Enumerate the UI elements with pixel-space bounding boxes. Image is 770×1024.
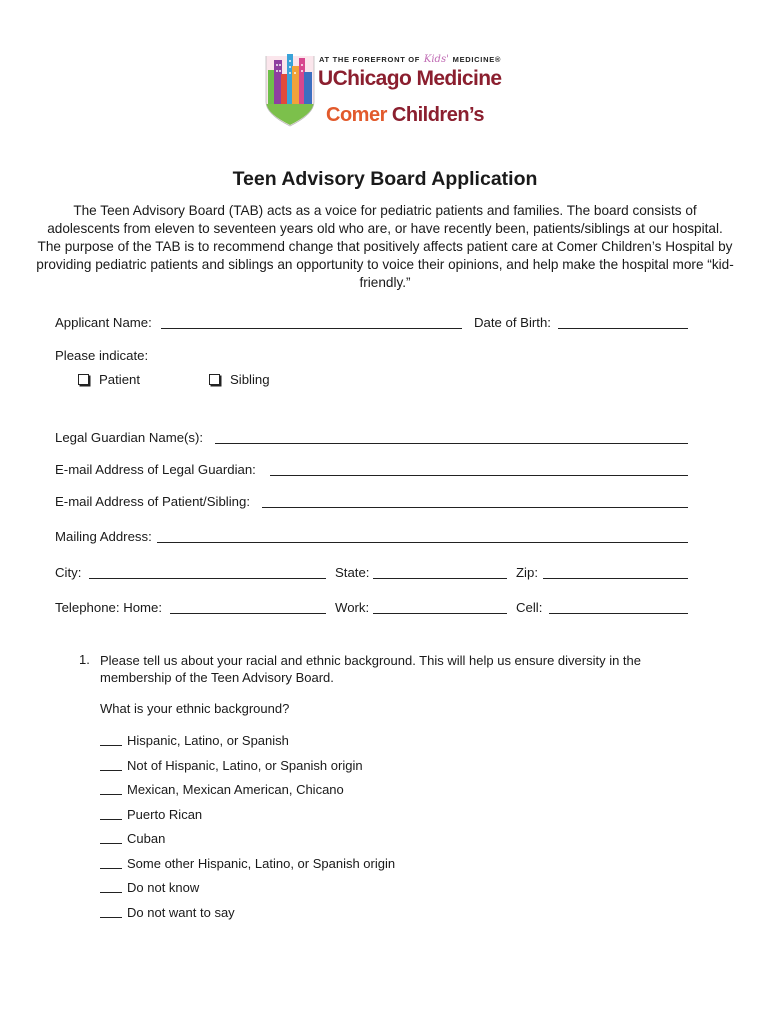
page-title: Teen Advisory Board Application	[232, 168, 538, 190]
checkbox-box-icon[interactable]	[78, 374, 89, 385]
cell-phone-field[interactable]	[549, 613, 688, 614]
work-phone-field[interactable]	[373, 613, 507, 614]
answer-blank[interactable]	[100, 733, 122, 746]
answer-blank[interactable]	[100, 856, 122, 869]
city-skyline-logo-icon	[262, 50, 322, 130]
email-patient-label: E-mail Address of Patient/Sibling:	[55, 494, 250, 509]
city-label: City:	[55, 565, 82, 580]
city-field[interactable]	[89, 578, 326, 579]
telephone-home-label: Telephone: Home:	[55, 600, 163, 615]
ethnic-option[interactable]: Puerto Rican	[100, 807, 395, 832]
email-guardian-field[interactable]	[270, 475, 688, 476]
legal-guardian-field[interactable]	[215, 443, 688, 444]
work-phone-label: Work:	[335, 600, 370, 615]
sibling-checkbox[interactable]	[209, 372, 270, 387]
email-patient-field[interactable]	[262, 507, 688, 508]
date-of-birth-field[interactable]	[558, 328, 688, 329]
logo-brand-uchicago: UChicago Medicine	[318, 67, 502, 90]
question-text: Please tell us about your racial and ethnic background. This will help us ensure diversity in the membership of the Teen Advisory Board.	[100, 653, 642, 685]
checkbox-box-icon[interactable]	[209, 374, 220, 385]
ethnic-option[interactable]: Do not know	[100, 880, 395, 905]
ethnic-option[interactable]: Do not want to say	[100, 905, 395, 930]
please-indicate-label: Please indicate:	[55, 348, 149, 363]
zip-field[interactable]	[543, 578, 688, 579]
ethnic-option[interactable]: Cuban	[100, 831, 395, 856]
answer-blank[interactable]	[100, 905, 122, 918]
state-label: State:	[335, 565, 370, 580]
answer-blank[interactable]	[100, 831, 122, 844]
telephone-home-field[interactable]	[170, 613, 326, 614]
question-number: 1.	[79, 652, 90, 667]
intro-paragraph: The Teen Advisory Board (TAB) acts as a voice for pediatric patients and families. The board consists of adolescents from eleven to seventeen years old who are, or have recently been, patients/siblings at our hospital. The purpose of the TAB is to recommend change that positively affects patient care at Comer Children’s Hospital by providing pediatric patients and siblings an opportunity to voice their opinions, and help make the hospital more “kid-friendly.”	[36, 203, 734, 290]
applicant-name-field[interactable]	[161, 328, 462, 329]
question-subtitle: What is your ethnic background?	[100, 701, 290, 716]
cell-phone-label: Cell:	[516, 600, 543, 615]
patient-label: Patient	[99, 372, 141, 387]
logo-brand-comer: Comer Children’s	[326, 104, 484, 126]
sibling-label: Sibling	[230, 372, 270, 387]
ethnic-background-options	[100, 733, 395, 929]
email-guardian-label: E-mail Address of Legal Guardian:	[55, 462, 256, 477]
ethnic-option[interactable]: Mexican, Mexican American, Chicano	[100, 782, 395, 807]
answer-blank[interactable]	[100, 782, 122, 795]
mailing-address-label: Mailing Address:	[55, 529, 152, 544]
date-of-birth-label: Date of Birth:	[474, 315, 551, 330]
state-field[interactable]	[373, 578, 507, 579]
mailing-address-field[interactable]	[157, 542, 688, 543]
logo-tagline: AT THE FOREFRONT OF Kids' MEDICINE®	[319, 54, 502, 65]
zip-label: Zip:	[516, 565, 538, 580]
ethnic-option[interactable]: Some other Hispanic, Latino, or Spanish origin	[100, 856, 395, 881]
answer-blank[interactable]	[100, 807, 122, 820]
applicant-name-label: Applicant Name:	[55, 315, 152, 330]
legal-guardian-label: Legal Guardian Name(s):	[55, 430, 204, 445]
answer-blank[interactable]	[100, 880, 122, 893]
logo-tagline-kids: Kids'	[423, 54, 449, 65]
patient-checkbox[interactable]	[78, 372, 140, 387]
hospital-logo	[262, 50, 512, 130]
ethnic-option[interactable]: Not of Hispanic, Latino, or Spanish origin	[100, 758, 395, 783]
ethnic-option[interactable]: Hispanic, Latino, or Spanish	[100, 733, 395, 758]
answer-blank[interactable]	[100, 758, 122, 771]
